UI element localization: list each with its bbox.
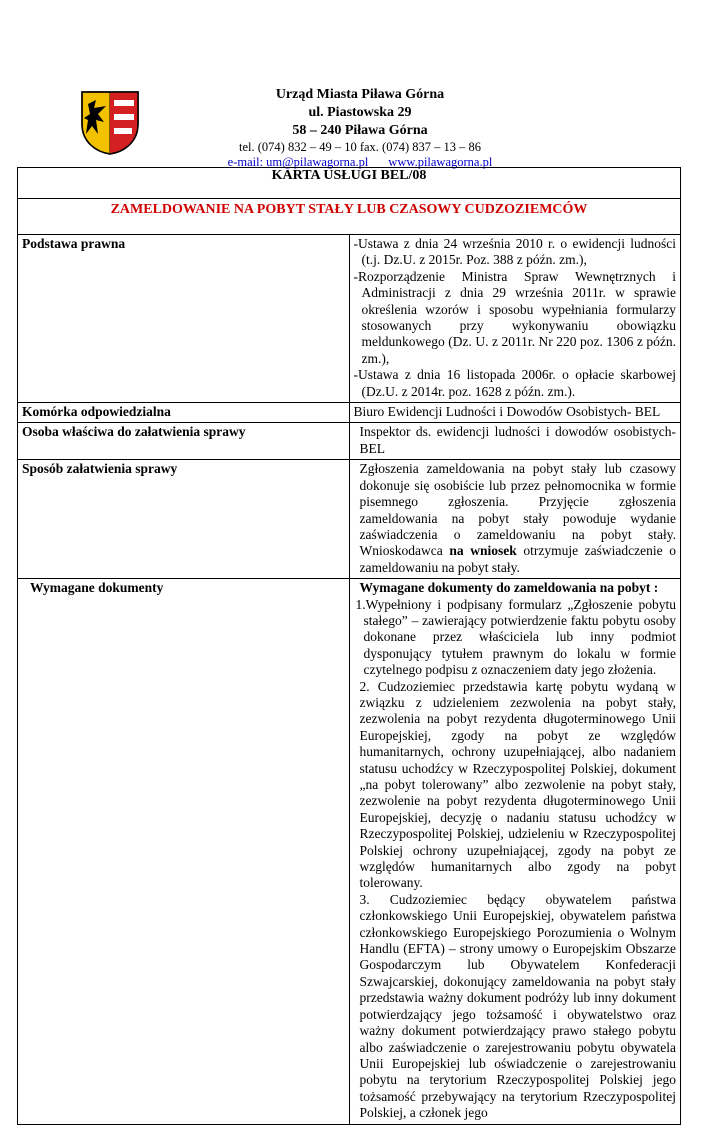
table-row: [18, 579, 681, 1124]
office-phones: tel. (074) 832 – 49 – 10 fax. (074) 837 – 13 – 86: [239, 140, 481, 154]
list-item: 3. Cudzoziemiec będący obywatelem państwa członkowskiego Unii Europejskiej, obywatelem państwa członkowskiego Europejskiego Porozumienia o Wolnym Handlu (EFTA) – strony umowy o Europejskim Obszarze Gospodarczym lub Obywatelem Konfederacji Szwajcarskiej, dokonujący zameldowania na pobyt stały przedstawia ważny dokument podróży lub inny dokument potwierdzający jego tożsamość i obywatelstwo oraz ważny dokument potwierdzający prawo stałego pobytu albo zaświadczenie o zarejestrowaniu pobytu obywatela Unii Europejskiej lub oświadczenie o zarejestrowaniu pobytu na terytorium Rzeczypospolitej Polskiej jego tożsamość przebywający na terytorium Rzeczypospolitej Polskiej, a członek jego: [359, 891, 676, 1121]
card-title: ZAMELDOWANIE NA POBYT STAŁY LUB CZASOWY CUDZOZIEMCÓW: [18, 199, 681, 235]
method-value: [349, 460, 681, 579]
row-label-unit: Komórka odpowiedzialna: [18, 403, 350, 423]
email-link[interactable]: e-mail: um@pilawagorna.pl: [227, 155, 369, 169]
list-item: -Ustawa z dnia 24 września 2010 r. o ewidencji ludności (t.j. Dz.U. z 2015r. Poz. 388 z późn. zm.),: [353, 236, 676, 268]
method-text-bold: na wniosek: [449, 543, 517, 559]
row-label-documents: Wymagane dokumenty: [18, 579, 350, 1124]
list-item: 1.Wypełniony i podpisany formularz „Zgłoszenie pobytu stałego” – zawierający potwierdzenie faktu pobytu osoby dokonane przez właściciela lub inny podmiot dysponujący tytułem prawnym do lokalu w formie czytelnego podpisu z oznaczeniem daty jego złożenia.: [355, 596, 676, 678]
office-street: ul. Piastowska 29: [308, 105, 412, 120]
table-row: [18, 423, 681, 460]
list-item: -Rozporządzenie Ministra Spraw Wewnętrznych i Administracji z dnia 29 września 2011r. w sprawie określenia wzorów i sposobu wypełniania formularzy stosowanych przy wykonywaniu obowiązku meldunkowego (Dz. U. z 2011r. Nr 220 poz. 1306 z późn. zm.),: [353, 268, 676, 366]
table-row: [18, 403, 681, 423]
method-text-before: Zgłoszenia zameldowania na pobyt stały lub czasowy dokonuje się osobiście lub przez pełnomocnika w formie pisemnego zgłoszenia. Przyjęcie zgłoszenia zameldowania na pobyt stały powoduje wydanie zaświadczenia o zameldowaniu na pobyt stały. Wnioskodawca: [359, 461, 676, 559]
letterhead: [150, 86, 570, 170]
office-city: 58 – 240 Piława Górna: [292, 123, 428, 138]
table-row: [18, 460, 681, 579]
table-row: [18, 235, 681, 403]
person-value: Inspektor ds. ewidencji ludności i dowodów osobistych- BEL: [349, 423, 681, 460]
legal-basis-list: [349, 235, 681, 403]
row-label-method: Sposób załatwienia sprawy: [18, 460, 350, 579]
method-text-after: otrzymuje zaświadczenie o zameldowaniu na pobyt stały.: [359, 543, 676, 575]
service-card-table: [17, 167, 681, 1125]
documents-value: [349, 579, 681, 1124]
list-item: 2. Cudzoziemiec przedstawia kartę pobytu wydaną w związku z udzieleniem zezwolenia na pobyt stały, zezwolenia na pobyt rezydenta długoterminowego Unii Europejskiej, zgody na pobyt ze względów humanitarnych, ochrony uzupełniającej, albo nadaniem statusu uchodźcy w Rzeczypospolitej Polskiej, dokument „na pobyt tolerowany” albo zezwolenie na pobyt stały, zezwolenie na pobyt rezydenta długoterminowego Unii Europejskiej, decyzję o nadaniu statusu uchodźcy w Rzeczypospolitej Polskiej, udzieleniu w Rzeczypospolitej Polskiej ochrony uzupełniającej, zgody na pobyt ze względów humanitarnych albo zgody na pobyt tolerowany.: [359, 678, 676, 891]
card-code: KARTA USŁUGI BEL/08: [18, 168, 681, 199]
documents-heading: Wymagane dokumenty do zameldowania na pobyt :: [359, 580, 659, 596]
row-label-legal-basis: Podstawa prawna: [18, 235, 350, 403]
row-label-person: Osoba właściwa do załatwienia sprawy: [18, 423, 350, 460]
unit-value: Biuro Ewidencji Ludności i Dowodów Osobistych- BEL: [349, 403, 681, 423]
coat-of-arms-icon: [80, 90, 140, 156]
office-name: Urząd Miasta Piława Górna: [275, 87, 445, 102]
website-link[interactable]: www.pilawagorna.pl: [388, 155, 493, 169]
list-item: -Ustawa z dnia 16 listopada 2006r. o opłacie skarbowej (Dz.U. z 2014r. poz. 1628 z późn. zm.).: [353, 367, 676, 399]
